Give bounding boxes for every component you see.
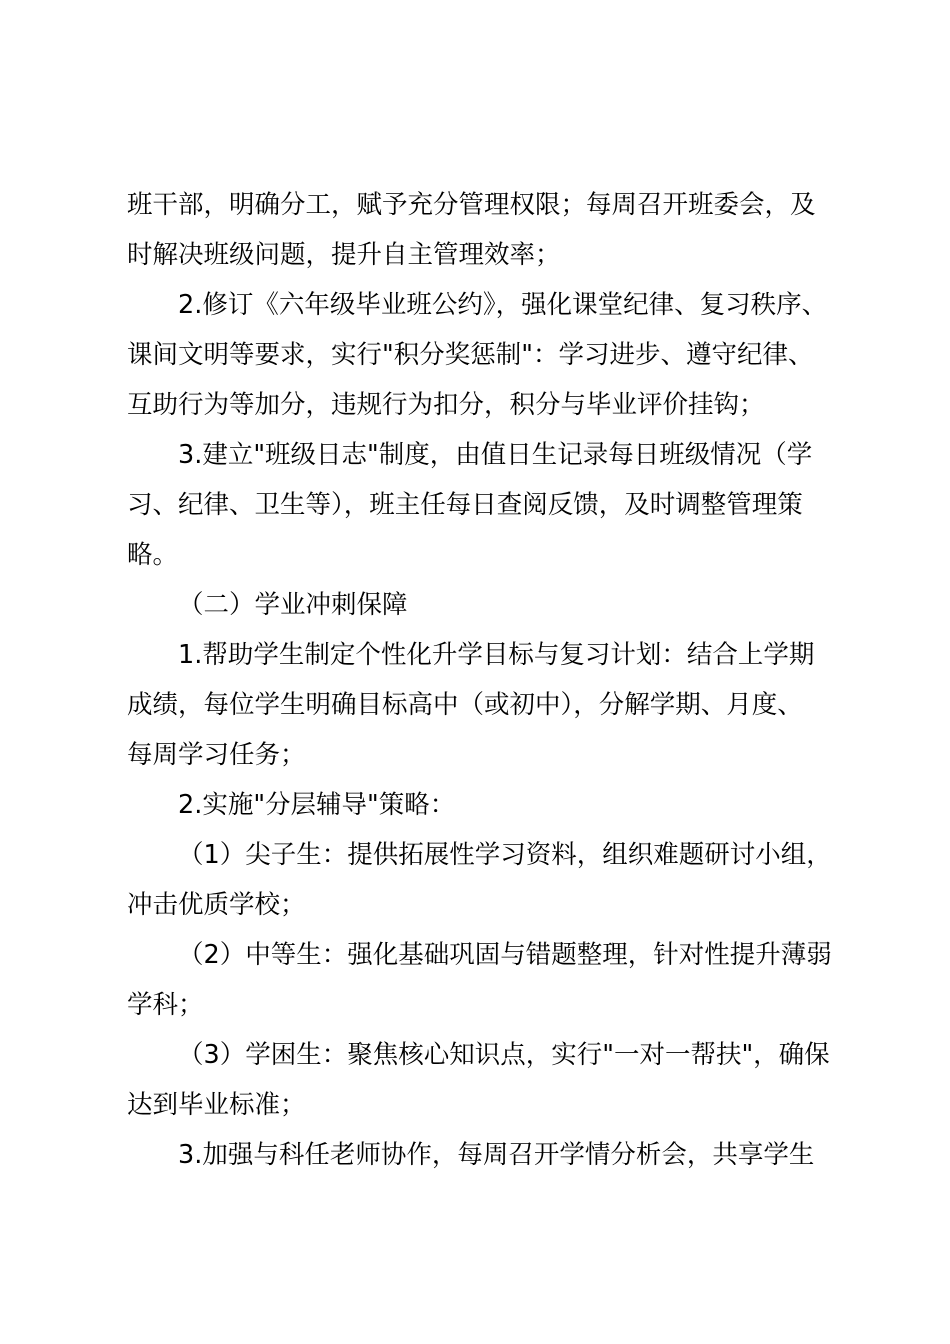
text-line-4: 课间文明等要求，实行"积分奖惩制"：学习进步、遵守纪律、 [127,340,814,370]
text-line-15: 冲击优质学校； [127,890,306,920]
text-line-11: 成绩，每位学生明确目标高中（或初中），分解学期、月度、 [127,690,803,720]
text-line-1: 班干部，明确分工，赋予充分管理权限；每周召开班委会，及 [127,190,816,220]
text-line-13: 2.实施"分层辅导"策略： [178,790,456,820]
text-line-10: 1.帮助学生制定个性化升学目标与复习计划：结合上学期 [178,640,815,670]
text-line-6: 3.建立"班级日志"制度，由值日生记录每日班级情况（学 [178,440,813,470]
text-line-12: 每周学习任务； [127,740,306,770]
text-line-19: 达到毕业标准； [127,1090,306,1120]
text-line-18: （3）学困生：聚焦核心知识点，实行"一对一帮扶"，确保 [178,1040,830,1070]
text-line-5: 互助行为等加分，违规行为扣分，积分与毕业评价挂钩； [127,390,765,420]
text-line-3: 2.修订《六年级毕业班公约》，强化课堂纪律、复习秩序、 [178,290,828,320]
text-line-20: 3.加强与科任老师协作，每周召开学情分析会，共享学生 [178,1140,815,1170]
text-line-17: 学科； [127,990,204,1020]
text-line-7: 习、纪律、卫生等），班主任每日查阅反馈，及时调整管理策 [127,490,803,520]
text-line-2: 时解决班级问题，提升自主管理效率； [127,240,561,270]
section-heading: （二）学业冲刺保障 [178,590,408,620]
text-line-8: 略。 [127,540,179,570]
text-line-16: （2）中等生：强化基础巩固与错题整理，针对性提升薄弱 [178,940,832,970]
text-line-14: （1）尖子生：提供拓展性学习资料，组织难题研讨小组， [178,840,832,870]
